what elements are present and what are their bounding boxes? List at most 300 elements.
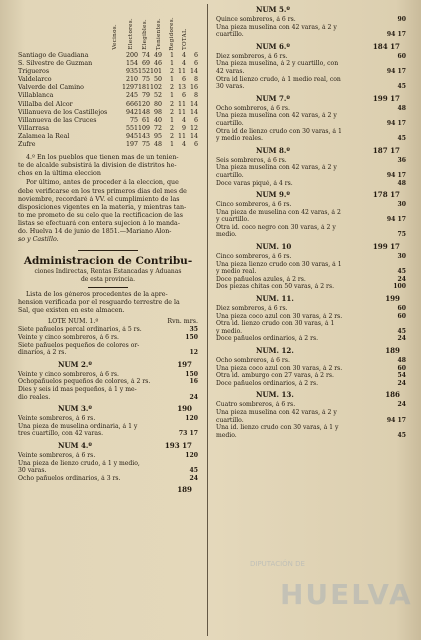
item-description: Ocho sombreros, á 6 rs. [216, 104, 290, 112]
paragraph-4 [18, 154, 198, 178]
table-cell: 46 [153, 60, 162, 68]
table-cell: 666 [125, 100, 138, 108]
lot-block [216, 5, 406, 39]
item-value: 60 [397, 52, 406, 60]
item-description: 30 varas. [18, 467, 47, 475]
item-value: 100 [393, 283, 406, 291]
lot-item [216, 328, 406, 336]
item-value: 45 [397, 327, 406, 335]
item-value: 24 [397, 401, 406, 409]
item-value: 16 [189, 378, 198, 386]
lot-block [216, 42, 406, 91]
lot-number: NUM 3.º [58, 404, 92, 414]
item-value: 120 [185, 415, 198, 423]
col-header-tenientes: Tenientes. [156, 17, 162, 50]
lot-block [216, 94, 406, 143]
lot-number-header [216, 390, 406, 400]
item-description: cuartillo. [216, 171, 244, 179]
item-description: Otra id. coco negro con 30 varas, á 2 y [216, 223, 336, 231]
item-value: 30 [397, 253, 406, 261]
item-description: Una pieza muselina, á 2 y cuartillo, con [216, 60, 339, 68]
lot-number-header [18, 360, 198, 370]
lot-item [216, 357, 406, 365]
item-description: Una pieza muselina con 42 varas, á 2 y [216, 23, 337, 31]
table-cell: 4 [181, 60, 186, 68]
lot-block [18, 441, 198, 495]
table-row [18, 117, 198, 125]
lot-item [216, 164, 406, 172]
lot-item [216, 401, 406, 409]
table-cell: 6 [181, 92, 186, 100]
lot-sum-value: 189 [177, 485, 192, 495]
table-cell: 4 [181, 141, 186, 149]
item-description: Doce pañuelos ordinarios, á 2 rs. [216, 335, 319, 343]
lot-item [18, 326, 198, 334]
lot-item [216, 224, 406, 232]
item-description: y cuartillo. [216, 216, 250, 224]
table-row [18, 109, 198, 117]
lot-item [216, 180, 406, 188]
item-description: Siete pañuelos pequeños de colores or- [18, 341, 140, 349]
lot-header [18, 317, 198, 326]
item-description: y medio reales. [216, 135, 263, 143]
lot-item [216, 172, 406, 180]
lot-number-header [216, 42, 406, 52]
item-value: 12 [189, 349, 198, 357]
paragraph-closing [18, 179, 198, 244]
lot-item [216, 157, 406, 165]
lot-number: NUM. 10 [256, 242, 292, 252]
item-description: Una id. lienzo crudo con 30 varas, á 1 y [216, 424, 339, 432]
lot-item [216, 313, 406, 321]
item-description: Seis sombreros, á 6 rs. [216, 156, 287, 164]
text-line: chos en la última eleccion [18, 170, 101, 178]
section-subtitle: de esta provincia. [80, 276, 136, 284]
item-description: Ochopañuelos pequeños de colores, á 2 rs. [18, 378, 151, 386]
item-value: 24 [189, 393, 198, 401]
item-description: cuartillo. [216, 31, 244, 39]
text-line: Sal, que existen en este almacen. [18, 307, 125, 315]
item-description: Cinco sombreros, á 6 rs. [216, 201, 292, 209]
lot-block [216, 146, 406, 187]
table-row [18, 101, 198, 109]
lot-previous-total: 197 [177, 359, 192, 369]
table-cell: 75 [141, 76, 150, 84]
table-cell: 79 [141, 92, 150, 100]
table-cell: 12 [189, 124, 198, 132]
item-value [176, 423, 198, 431]
table-cell: 48 [153, 141, 162, 149]
table-row [18, 60, 198, 68]
item-value: 36 [397, 156, 406, 164]
lot-item [216, 261, 406, 269]
item-value [384, 409, 406, 417]
item-value: 73 17 [178, 430, 198, 438]
table-cell: 1297 [122, 84, 139, 92]
table-cell: 1 [169, 92, 174, 100]
table-cell: 61 [141, 116, 150, 124]
section-subtitle: ciones Indirectas, Rentas Estancadas y Aduanas [34, 268, 182, 276]
lot-item [216, 24, 406, 32]
lot-number: NUM 6.º [256, 41, 290, 51]
right-lots [216, 5, 406, 439]
item-value: 75 [397, 231, 406, 239]
item-description: Diez sombreros, á 6 rs. [216, 305, 288, 313]
item-description: cuartillo. [216, 119, 244, 127]
item-description: 30 varas. [216, 83, 245, 91]
item-value: 60 [397, 312, 406, 320]
town-name: Valverde del Camino [18, 84, 84, 92]
table-row [18, 52, 198, 60]
table-cell: 74 [141, 52, 150, 59]
lot-item [18, 452, 198, 460]
lot-number-header [216, 294, 406, 304]
item-value: 94 17 [386, 31, 406, 39]
lot-item [216, 83, 406, 91]
table-cell: 245 [125, 92, 138, 100]
lot-item [18, 423, 198, 431]
table-cell: 8 [193, 76, 198, 84]
table-cell: 945 [125, 132, 138, 140]
lot-number-header [216, 190, 406, 200]
table-cell: 4 [181, 52, 186, 59]
lot-number-header [216, 346, 406, 356]
lot-item [216, 424, 406, 432]
town-name: Villalba del Alcor [18, 100, 73, 108]
table-cell: 98 [153, 108, 162, 116]
item-description: Doce varas piqué, á 4 rs. [216, 179, 293, 187]
item-value [384, 261, 406, 269]
lot-item [216, 276, 406, 284]
left-column [18, 6, 198, 640]
lot-previous-total: 193 17 [164, 440, 192, 450]
lot-previous-total: 186 [385, 390, 400, 400]
item-description: 42 varas. [216, 67, 245, 75]
divider [78, 250, 138, 251]
lot-unit: Rvn. mrs. [167, 318, 198, 326]
table-cell: 101 [150, 68, 163, 76]
text-line: debe verificarse en los tres primeros dias del mes de [18, 187, 187, 195]
item-value: 24 [397, 275, 406, 283]
lot-previous-total: 187 17 [372, 145, 400, 155]
lot-item [18, 378, 198, 386]
lot-item [216, 76, 406, 84]
item-value: 48 [397, 104, 406, 112]
lot-item [216, 320, 406, 328]
lot-number: NUM 5.º [256, 5, 290, 14]
table-cell: 11 [177, 100, 186, 108]
item-description: Otra id lienzo crudo, á 1 medio real, con [216, 75, 341, 83]
table-cell: 1 [169, 116, 174, 124]
table-cell: 11 [177, 68, 186, 76]
item-description: y medio real. [216, 268, 257, 276]
table-cell: 14 [189, 108, 198, 116]
item-value: 24 [397, 379, 406, 387]
item-description: Ocho pañuelos ordinarios, á 3 rs. [18, 474, 121, 482]
lot-number-header [18, 441, 198, 451]
item-description: Veinte sombreros, á 6 rs. [18, 451, 96, 459]
item-value [384, 112, 406, 120]
lot-label: LOTE NUM. 1.º [48, 318, 99, 326]
lot-block [216, 346, 406, 387]
lot-item [18, 334, 198, 342]
text-line: so y Castillo. [18, 236, 59, 244]
table-cell: 52 [153, 92, 162, 100]
item-value: 45 [397, 431, 406, 439]
table-cell: 6 [181, 76, 186, 84]
item-value [384, 76, 406, 84]
col-header-total: TOTAL [182, 29, 188, 50]
item-description: Una pieza de muselina con 42 varas, á 2 [216, 208, 341, 216]
table-cell: 120 [138, 100, 151, 108]
left-lots [18, 326, 198, 495]
text-line: do. Huelva 14 de junio de 1851.—Mariano Alon- [18, 227, 172, 235]
item-description: medio. [216, 231, 237, 239]
table-cell: 16 [189, 84, 198, 92]
table-cell: 2 [169, 108, 174, 116]
lot-item [18, 475, 198, 483]
col-header-regidores: Regidores. [169, 16, 175, 50]
table-cell: 6 [193, 141, 198, 149]
lot-item [18, 371, 198, 379]
table-cell: 2 [169, 100, 174, 108]
lot-item [216, 283, 406, 291]
lot-block [216, 242, 406, 291]
item-description: Doce pañuelos azules, á 2 rs. [216, 275, 306, 283]
town-name: Zalamea la Real [18, 132, 70, 140]
table-header [18, 6, 198, 52]
item-description: Siete pañuelos percal ordinarios, á 5 rs. [18, 326, 142, 334]
table-row [18, 125, 198, 133]
item-value: 45 [397, 83, 406, 91]
lot-item [216, 335, 406, 343]
lot-item [216, 268, 406, 276]
item-value: 94 17 [386, 416, 406, 424]
col-header-vecinos: Vecinos. [112, 24, 118, 50]
item-description: Ocho sombreros, á 6 rs. [216, 357, 290, 364]
table-cell: 102 [150, 84, 163, 92]
table-cell: 4 [181, 116, 186, 124]
lot-item [216, 60, 406, 68]
lot-item [216, 135, 406, 143]
lot-previous-total: 199 17 [372, 93, 400, 103]
item-description: Una pieza coco azul con 30 varas, á 2 rs. [216, 312, 343, 320]
item-description: Quince sombreros, á 6 rs. [216, 16, 296, 23]
table-cell: 154 [125, 60, 138, 68]
lot-block [18, 404, 198, 438]
item-description: Otra id de lienzo crudo con 30 varas, á 1 [216, 127, 342, 135]
item-description: Una pieza muselina con 42 varas, á 2 y [216, 164, 337, 172]
town-name: Zufre [18, 141, 36, 149]
table-cell: 8 [193, 92, 198, 100]
lot-previous-total: 189 [385, 346, 400, 355]
lot-item [216, 216, 406, 224]
table-cell: 14 [189, 132, 198, 140]
table-cell: 1 [169, 52, 174, 59]
item-value: 54 [397, 372, 406, 380]
lot-item [216, 231, 406, 239]
table-cell: 40 [153, 116, 162, 124]
lot-block [216, 190, 406, 239]
item-description: y medio. [216, 327, 243, 335]
lot-item [216, 372, 406, 380]
town-name: Valdelarco [18, 76, 52, 84]
lot-item [18, 467, 198, 475]
item-description: cuartillo. [216, 416, 244, 424]
item-description: Dies y seis id mas pequeños, á 1 y me- [18, 386, 137, 393]
column-divider [207, 4, 208, 636]
lot-item [216, 417, 406, 425]
table-cell: 80 [153, 100, 162, 108]
text-line: to me prometo de su celo que la rectificacion de las [18, 211, 184, 219]
lot-item [216, 201, 406, 209]
lot-number: NUM 4.º [58, 440, 92, 450]
lot-item [18, 415, 198, 423]
table-cell: 200 [125, 52, 138, 59]
text-line: disposiciones vigentes en la materia, y mientras tan- [18, 203, 187, 211]
watermark-small: DIPUTACIÓN DE [250, 560, 305, 568]
lot-number: NUM 9.º [256, 190, 290, 200]
item-value: 94 17 [386, 67, 406, 75]
table-cell: 152 [138, 68, 151, 76]
lot-item [216, 432, 406, 440]
item-description: Una pieza de lienzo crudo, á 1 y medio, [18, 459, 140, 467]
item-description: dio reales. [18, 393, 51, 401]
lot-previous-total: 178 17 [372, 190, 400, 200]
lot-block [216, 390, 406, 439]
item-description: Cuatro sombreros, á 6 rs. [216, 401, 296, 409]
item-value [384, 320, 406, 328]
item-value [384, 224, 406, 232]
item-value: 94 17 [386, 216, 406, 224]
item-value: 35 [189, 326, 198, 334]
lot-item [216, 112, 406, 120]
lot-item [216, 120, 406, 128]
table-cell: 942 [125, 108, 138, 116]
item-description: Dos piezas chitas con 50 varas, á 2 rs. [216, 283, 335, 291]
item-value: 24 [189, 474, 198, 482]
item-value: 45 [189, 467, 198, 475]
item-value: 94 17 [386, 119, 406, 127]
lot-item [18, 386, 198, 394]
item-value [384, 164, 406, 172]
text-line: noviembre, recordaré á VV. el cumplimiento de las [18, 195, 180, 203]
table-cell: 14 [189, 100, 198, 108]
text-line: hension verificada por el resguardo terrestre de la [18, 299, 180, 307]
town-name: Villarrasa [18, 124, 49, 132]
lot-previous-total: 199 17 [372, 242, 400, 252]
election-table [18, 52, 198, 149]
text-line: te de alcalde subsistirá la division de distritos he- [18, 162, 177, 170]
lot-item [216, 128, 406, 136]
lot-item [216, 253, 406, 261]
item-value [384, 209, 406, 217]
lot-block [18, 326, 198, 356]
lot-item [216, 16, 406, 24]
item-description: Cinco sombreros, á 6 rs. [216, 253, 292, 261]
lot-item [216, 105, 406, 113]
item-description: Diez sombreros, á 6 rs. [216, 52, 288, 60]
table-cell: 181 [138, 84, 151, 92]
item-description: Veinte y cinco sombreros, á 6 rs. [18, 370, 119, 378]
text-line: Por último, antes de proceder á la eleccion, que [26, 179, 179, 187]
table-cell: 1 [169, 141, 174, 149]
table-cell: 11 [177, 108, 186, 116]
item-value [384, 128, 406, 136]
table-cell: 2 [169, 84, 174, 92]
table-cell: 210 [125, 76, 138, 84]
table-cell: 9 [181, 124, 186, 132]
col-header-electores: Electores. [128, 18, 134, 50]
item-value: 30 [397, 201, 406, 209]
item-value: 48 [397, 357, 406, 364]
lot-number-header [216, 146, 406, 156]
town-name: Trigueros [18, 68, 50, 76]
item-value: 48 [397, 179, 406, 187]
lot-item [216, 305, 406, 313]
town-name: S. Silvestre de Guzman [18, 60, 93, 68]
table-cell: 148 [138, 108, 151, 116]
table-cell: 143 [138, 132, 151, 140]
lot-number: NUM 8.º [256, 145, 290, 155]
town-name: Villablanca [18, 92, 54, 100]
lot-item [216, 365, 406, 373]
item-value [384, 60, 406, 68]
town-name: Santiago de Guadiana [18, 52, 89, 59]
lot-item [18, 342, 198, 350]
item-description: Una pieza de muselina ordinaria, á 1 y [18, 422, 138, 430]
table-cell: 69 [141, 60, 150, 68]
lot-number: NUM. 13. [256, 390, 294, 400]
item-description: Una pieza coco azul con 30 varas, á 2 rs. [216, 364, 343, 372]
table-row [18, 92, 198, 100]
table-cell: 197 [125, 141, 138, 149]
lot-number-header [216, 242, 406, 252]
table-cell: 1 [169, 76, 174, 84]
lot-item [18, 430, 198, 438]
item-value [176, 386, 198, 394]
lot-number: NUM 2.º [58, 359, 92, 369]
watermark-logo: HUELVA [280, 578, 413, 611]
lot-item [216, 53, 406, 61]
table-cell: 2 [169, 124, 174, 132]
table-cell: 1 [169, 60, 174, 68]
table-cell: 14 [189, 68, 198, 76]
list-intro [18, 291, 198, 315]
table-cell: 2 [169, 132, 174, 140]
lot-item [216, 209, 406, 217]
table-row [18, 141, 198, 149]
table-cell: 75 [141, 141, 150, 149]
lot-block [216, 294, 406, 343]
lot-block [18, 360, 198, 401]
lot-previous-total: 199 [385, 294, 400, 304]
lot-number-header [216, 5, 406, 15]
table-cell: 11 [177, 132, 186, 140]
table-cell: 935 [125, 68, 138, 76]
town-name: Villanueva de las Cruces [18, 116, 97, 124]
lot-item [216, 380, 406, 388]
lot-item [18, 349, 198, 357]
item-description: dinarios, á 2 rs. [18, 349, 67, 357]
item-value: 90 [397, 16, 406, 23]
lot-number: NUM. 12. [256, 346, 294, 355]
town-name: Villanueva de los Castillejos [18, 108, 108, 116]
table-row [18, 76, 198, 84]
divider [88, 287, 128, 288]
lot-previous-total: 190 [177, 404, 192, 414]
table-row [18, 133, 198, 141]
